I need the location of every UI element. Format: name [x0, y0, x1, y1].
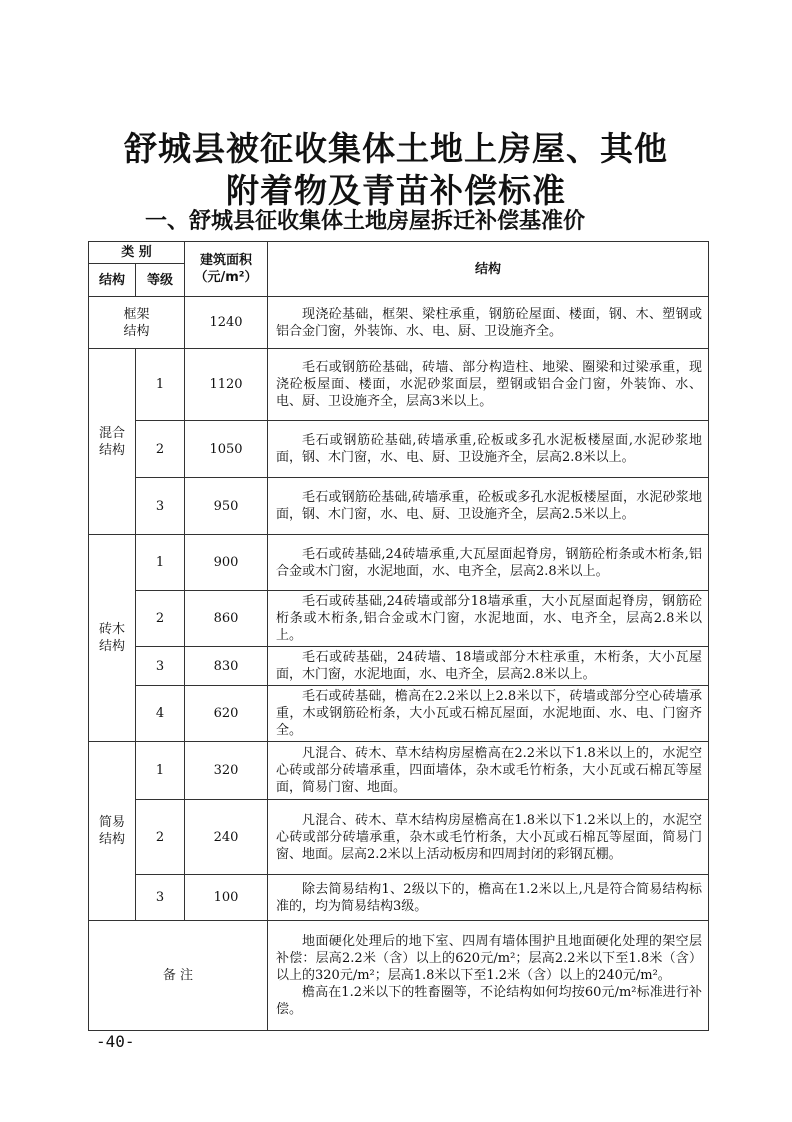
grade-cell: 3	[136, 478, 185, 535]
description-cell: 毛石或砖基础,24砖墙承重,大瓦屋面起脊房，钢筋砼桁条或木桁条,铝合金或木门窗，水泥地面，水、电齐全，层高2.8米以上。	[268, 535, 709, 591]
price-cell: 100	[185, 875, 268, 921]
header-structure: 结构	[89, 264, 136, 297]
table-row	[89, 421, 709, 478]
price-cell: 1240	[185, 297, 268, 349]
price-cell: 1120	[185, 349, 268, 421]
group-name-label: 砖木结构	[98, 622, 125, 654]
price-cell: 240	[185, 800, 268, 875]
header-price	[185, 242, 268, 297]
description-cell: 毛石或钢筋砼基础,砖墙承重，砼板或多孔水泥板楼屋面，水泥砂浆地面，钢、木门窗，水、电、厨、卫设施齐全，层高2.5米以上。	[268, 478, 709, 535]
description-cell: 毛石或砖基础，檐高在2.2米以上2.8米以下，砖墙或部分空心砖墙承重，木或钢筋砼桁条，大小瓦或石棉瓦屋面，水泥地面、水、电、门窗齐全。	[268, 686, 709, 742]
price-cell: 320	[185, 742, 268, 800]
group-name-label: 简易结构	[98, 815, 125, 847]
table-row	[89, 647, 709, 686]
header-category: 类 别	[89, 242, 185, 264]
description-cell: 毛石或砖基础,24砖墙或部分18墙承重，大小瓦屋面起脊房，钢筋砼桁条或木桁条,铝合金或木门窗，水泥地面，水、电齐全，层高2.8米以上。	[268, 591, 709, 647]
group-name	[89, 742, 136, 921]
table-row	[89, 591, 709, 647]
grade-cell: 1	[136, 349, 185, 421]
grade-cell: 2	[136, 421, 185, 478]
price-cell: 900	[185, 535, 268, 591]
remarks-label: 备 注	[89, 921, 268, 1031]
grade-cell: 3	[136, 647, 185, 686]
group-name	[89, 349, 136, 535]
table-row	[89, 875, 709, 921]
group-name	[89, 297, 185, 349]
price-cell: 620	[185, 686, 268, 742]
description-cell: 除去简易结构1、2级以下的，檐高在1.2米以上,凡是符合简易结构标准的，均为简易结构3级。	[268, 875, 709, 921]
remarks-paragraph-2: 檐高在1.2米以下的牲畜圈等，不论结构如何均按60元/m²标准进行补偿。	[276, 985, 702, 1017]
section-heading: 一、舒城县征收集体土地房屋拆迁补偿基准价	[145, 209, 586, 234]
price-cell: 1050	[185, 421, 268, 478]
description-cell: 现浇砼基础，框架、梁柱承重，钢筋砼屋面、楼面，钢、木、塑钢或铝合金门窗，外装饰、水、电、厨、卫设施齐全。	[268, 297, 709, 349]
table-row	[89, 800, 709, 875]
table-row	[89, 349, 709, 421]
group-name-label: 混合结构	[98, 425, 125, 458]
table-row	[89, 478, 709, 535]
price-cell: 830	[185, 647, 268, 686]
table-row	[89, 742, 709, 800]
description-cell: 凡混合、砖木、草木结构房屋檐高在2.2米以下1.8米以上的，水泥空心砖或部分砖墙承重，四面墙体，杂木或毛竹桁条，大小瓦或石棉瓦等屋面，简易门窗、地面。	[268, 742, 709, 800]
header-grade: 等级	[136, 264, 185, 297]
description-cell: 凡混合、砖木、草木结构房屋檐高在1.8米以下1.2米以上的，水泥空心砖或部分砖墙承重，杂木或毛竹桁条，大小瓦或石棉瓦等屋面，简易门窗、地面。层高2.2米以上活动板房和四周封闭的彩钢瓦棚。	[268, 800, 709, 875]
grade-cell: 2	[136, 800, 185, 875]
grade-cell: 2	[136, 591, 185, 647]
document-title-line1: 舒城县被征收集体土地上房屋、其他	[124, 129, 668, 168]
document-title-line2: 附着物及青苗补偿标准	[226, 171, 566, 210]
price-cell: 860	[185, 591, 268, 647]
price-cell: 950	[185, 478, 268, 535]
description-cell: 毛石或砖基础，24砖墙、18墙或部分木柱承重，木桁条，大小瓦屋面，木门窗，水泥地面，水、电齐全，层高2.8米以上。	[268, 647, 709, 686]
remarks-row	[89, 921, 709, 1031]
group-name-label: 框架结构	[123, 306, 150, 339]
grade-cell: 1	[136, 535, 185, 591]
grade-cell: 4	[136, 686, 185, 742]
grade-cell: 3	[136, 875, 185, 921]
table-row	[89, 686, 709, 742]
group-name	[89, 535, 136, 742]
header-price-label: 建筑面积（元/m²）	[194, 253, 258, 285]
table-row	[89, 297, 709, 349]
header-description: 结构	[268, 242, 709, 297]
table-row	[89, 535, 709, 591]
remarks-paragraph-1: 地面硬化处理后的地下室、四周有墙体围护且地面硬化处理的架空层补偿：层高2.2米（含）以上的620元/m²；层高2.2米以下至1.8米（含）以上的320元/m²；层高1.8米以下至1.2米（含）以上的240元/m²。	[276, 934, 702, 983]
remarks-cell	[268, 921, 709, 1031]
compensation-table	[88, 241, 709, 1031]
description-cell: 毛石或钢筋砼基础，砖墙、部分构造柱、地梁、圈梁和过梁承重，现浇砼板屋面、楼面，水泥砂浆面层，塑钢或铝合金门窗，外装饰、水、电、厨、卫设施齐全，层高3米以上。	[268, 349, 709, 421]
page-number: -40-	[96, 1032, 135, 1051]
grade-cell: 1	[136, 742, 185, 800]
description-cell: 毛石或钢筋砼基础,砖墙承重,砼板或多孔水泥板楼屋面,水泥砂浆地面，钢、木门窗，水、电、厨、卫设施齐全，层高2.8米以上。	[268, 421, 709, 478]
